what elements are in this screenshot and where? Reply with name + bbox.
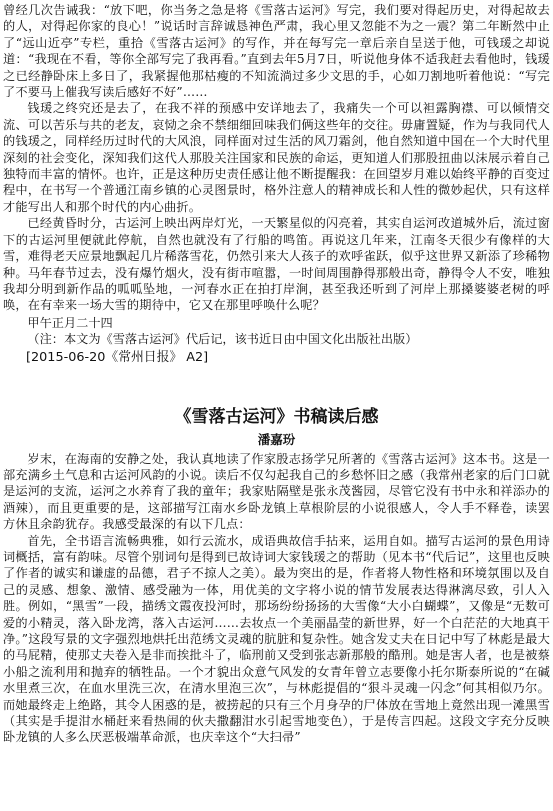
paragraph-3: 已经黄昏时分，古运河上映出两岸灯光，一天繁星似的闪亮着，其实自运河改道城外后，流过窗下的古运河里便就此停航，自然也就没有了行船的鸣笛。再说这几年来，江南冬天很少有像样的大雪，难得老天应景地飘起几片稀落雪花，仍然引来大人孩子的欢呼雀跃，似乎这世界又新添了珍稀物种。马年春节过去，没有爆竹烟火，没有街市喧嚣，一时间周围静得那般出奇，静得令人不安，唯独我却分明到新作品的呱呱坠地，一河春水正在拍打岸涧，甚至我还听到了河岸上那搡婆婆老树的呼唤，在有幸来一场大雪的期待中，它又在那里呼唤什么呢？ (3, 216, 550, 313)
article-author: 潘嘉玢 (257, 431, 296, 447)
article-previous-section (3, 2, 550, 366)
review-paragraph-1: 岁末，在海南的安静之处，我认真地读了作家殷志扬学兄所著的《雪落古运河》这本书。这是一部充满乡土气息和古运河风韵的小说。读后不仅勾起我自己的乡愁怀旧之感（我常州老家的后门口就是运河的支流，运河之水养育了我的童年；我家贴隔壁是张永茂酱园，尽管它没有书中永和祥添办的酒辣），而且更重要的是，这部描写江南水乡卧龙镇上草根阶层的小说很感人，令人手不释卷，读罢方休且余韵犹存。我感受最深的有以下几点： (3, 451, 550, 532)
article-review (3, 406, 550, 746)
review-paragraph-2: 首先，全书语言流畅典雅，如行云流水，成语典故信手拈来，运用自如。描写古运河的景色用诗词概括，富有韵味。尽管个别词句是得到已故诗词大家钱瑗之的帮助（见本书“代后记”，这里也反映了作者的诚实和谦虚的品德，君子不掠人之美）。最为突出的是，作者将人物性格和环境氛围以及自己的灵感、想象、激情、感受融为一体，用优美的文字将小说的情节发展表达得淋漓尽致，引人入胜。例如，“黑雪”一段，描绣文霞夜投河时，那场纷纷扬扬的大雪像“大小白蝴蝶”，又像是“无数可爱的小精灵，落入卧龙湾，落入古运河……去妆点一个美丽晶莹的新世界，好一个白茫茫的大地真干净。”这段写景的文字强烈地烘托出范绣文灵魂的肮脏和复杂性。她含发丈夫在日记中写了林彪是最大的马屁精，使那丈夫卷入是非而挨批斗了，临刑前又受到张志新那般的酷刑。她是害人者，也是被蔡小船之流利用和抛弃的牺牲品。一个才貌出众意气风发的女青年曾立志要像小托尔斯泰所说的“在碱水里煮三次，在血水里洗三次，在清水里泡三次”，与林彪提倡的“狠斗灵魂一闪念”何其相似乃尔。而她最终走上绝路，其令人困惑的是，被捞起的只有三个月身孕的尸体放在雪地上竟然出现一滩黑雪（其实是手提泔水桶赶来看热闹的伙夫撒翻泔水引起雪地变色），于是传言四起。这段文字充分反映卧龙镇的人多么厌恶极端革命派，也庆幸这个“大扫帚” (3, 533, 550, 745)
source-citation: [2015-06-20《常州日报》 A2] (26, 349, 209, 365)
article-date: 甲午正月二十四 (27, 315, 113, 330)
paragraph-1: 曾经几次告诫我：“放下吧，你当务之急是将《雪落古运河》写完，我们要对得起历史，对得起故去的人，对得起你家的良心！”说话时言辞诚恳神色严肃，我心里又忽能不为之一震？第二年断然中止了“远山近亭”专栏，重拾《雪落古运河》的写作，并在每写完一章后亲自呈送于他，可钱瑗之却说道：“我现在不看，等你全部写完了我再看。”直到去年5月7日，听说他身体不适我赶去看他时，钱瑗之已经静卧床上多日了，我紧握他那枯瘦的不知流淌过多少文思的手，心如刀割地听着他说：“写完了不要马上催我写读后感好不好”…… (3, 3, 550, 100)
paragraph-2: 钱瑗之终究还是去了，在我不祥的预感中安详地去了，我痛失一个可以袒露胸襟、可以倾情交流、可以苦乐与共的老友，哀恸之余不禁细细回味我们俩这些年的交往。毋庸置疑，作为与我同代人的钱瑗之，同样经历过时代的大风浪，同样面对过生活的风刀霜剑，他自然知道中国在一个大时代里深刻的社会变化，深知我们这代人那股关注国家和民族的命运，更知道人们那股扭曲以沫展示着自己独特而丰富的情怀。也许，正是这种历史责任感让他不断提醒我：在回望岁月难以始终平静的百变过程中，在书写一个普通江南乡镇的心灵图景时，格外注意人的精神成长和人性的微妙起伏，只有这样才能写出人和那个时代的内心曲折。 (3, 101, 550, 214)
article-title: 《雪落古运河》书稿读后感 (174, 406, 379, 427)
publication-note: （注：本文为《雪落古运河》代后记，该书近日由中国文化出版社出版） (27, 332, 418, 347)
